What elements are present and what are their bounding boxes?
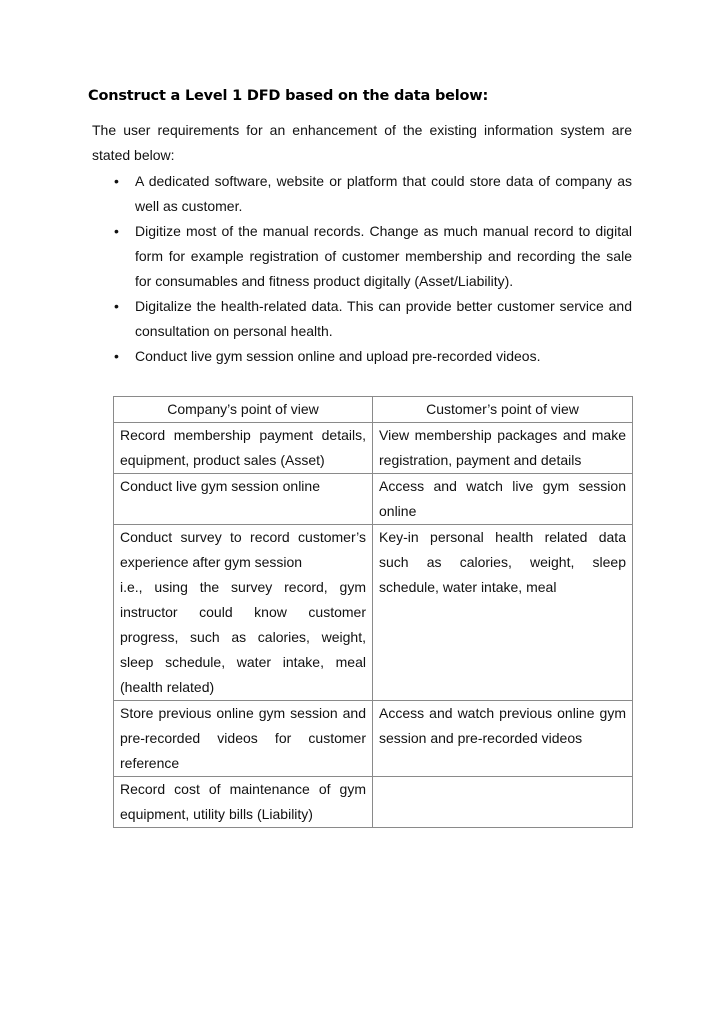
customer-cell [373,474,633,525]
company-cell [114,525,373,701]
bullet-icon: • [114,223,119,239]
header-company: Company’s point of view [114,397,373,423]
table-row [114,474,633,525]
list-item-text: Conduct live gym session online and upload pre-recorded videos. [135,348,541,364]
cell-text: Access and watch previous online gym session and pre-recorded videos [379,705,626,746]
customer-cell [373,423,633,474]
cell-text: Key-in personal health related data such as calories, weight, sleep schedule, water intake, meal [379,529,626,595]
customer-cell-empty [373,777,633,828]
table-row [114,525,633,701]
requirements-table [113,396,633,828]
bullet-icon: • [114,348,119,364]
intro-paragraph: The user requirements for an enhancement of the existing information system are stated below: [92,122,632,163]
list-item-text: Digitize most of the manual records. Change as much manual record to digital form for example registration of customer membership and recording the sale for consumables and fitness product digitally (Asset/Liability). [135,223,632,289]
company-cell [114,777,373,828]
list-item [92,219,632,294]
list-item [92,294,632,344]
cell-text: Store previous online gym session and pre-recorded videos for customer reference [120,705,366,771]
header-customer: Customer’s point of view [373,397,633,423]
table-header-row [114,397,633,423]
cell-text: View membership packages and make registration, payment and details [379,427,626,468]
list-item-text: A dedicated software, website or platform that could store data of company as well as customer. [135,173,632,214]
list-item-text: Digitalize the health-related data. This can provide better customer service and consultation on personal health. [135,298,632,339]
cell-text: Access and watch live gym session online [379,478,626,519]
bullet-icon: • [114,173,119,189]
cell-text: Record membership payment details, equipment, product sales (Asset) [120,427,366,468]
company-cell [114,474,373,525]
list-item [92,169,632,219]
company-cell [114,701,373,777]
company-cell [114,423,373,474]
bullet-icon: • [114,298,119,314]
cell-text: Conduct survey to record customer’s experience after gym session [120,529,366,570]
customer-cell [373,701,633,777]
page-title: Construct a Level 1 DFD based on the data below: [88,88,489,104]
customer-cell [373,525,633,701]
cell-text: Conduct live gym session online [120,478,320,494]
cell-text: i.e., using the survey record, gym instructor could know customer progress, such as calories, weight, sleep schedule, water intake, meal (health related) [120,579,366,695]
cell-text: Record cost of maintenance of gym equipment, utility bills (Liability) [120,781,366,822]
table-row [114,423,633,474]
table-row [114,777,633,828]
list-item [92,344,632,369]
requirements-list [92,169,632,369]
table-row [114,701,633,777]
